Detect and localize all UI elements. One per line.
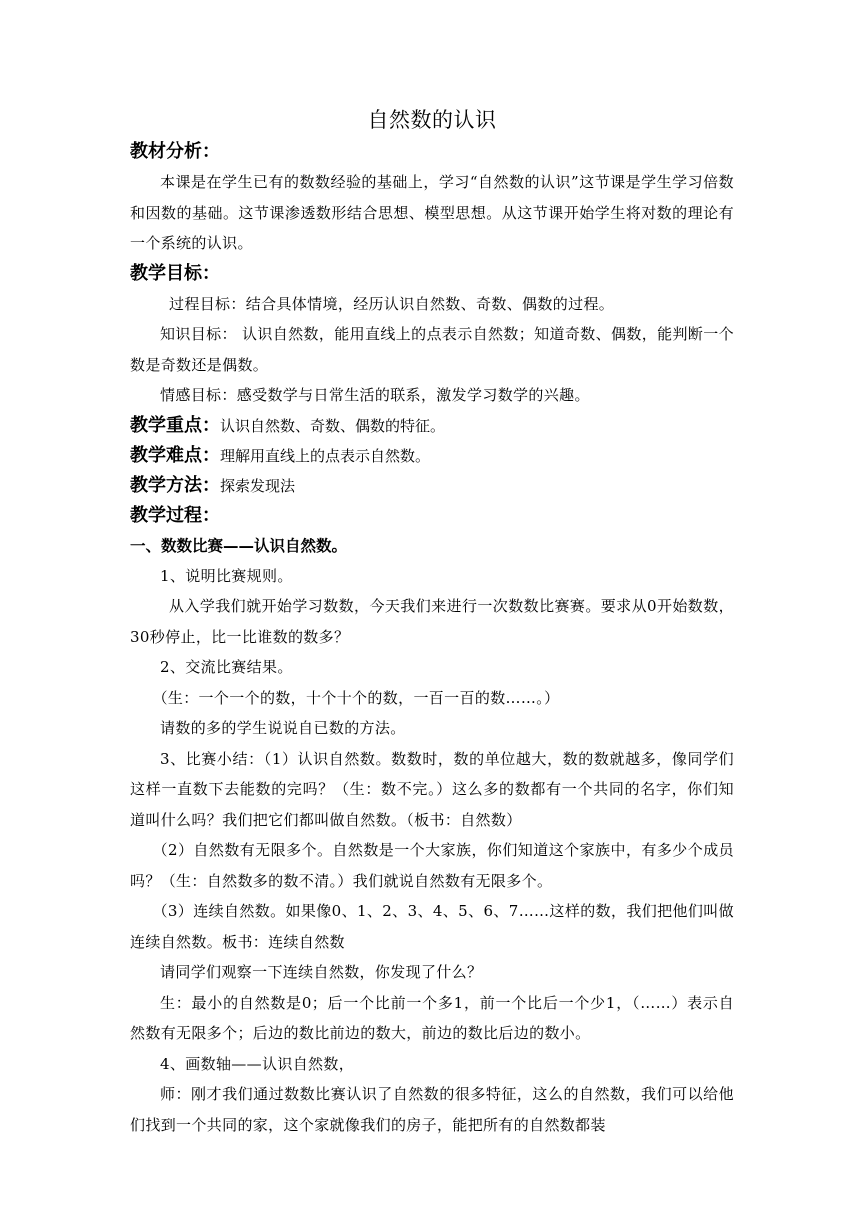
paragraph: 师：刚才我们通过数数比赛认识了自然数的很多特征，这么的自然数，我们可以给他们找到一个共同的家，这个家就像我们的房子，能把所有的自然数都装: [130, 1085, 734, 1134]
paragraph: 请同学们观察一下连续自然数，你发现了什么？: [160, 963, 483, 981]
method-text: 探索发现法: [220, 476, 296, 495]
paragraph: 请数的多的学生说说自已数的方法。: [160, 719, 406, 737]
paragraph: 从入学我们就开始学习数数，今天我们来进行一次数数比赛赛。要求从0开始数数，30秒停止，比一比谁数的数多？: [130, 597, 734, 646]
key-text: 认识自然数、奇数、偶数的特征。: [220, 416, 446, 435]
difficulty-row: [130, 441, 734, 471]
paragraph: 4、画数轴——认识自然数，: [160, 1054, 355, 1073]
paragraph: 生：最小的自然数是0；后一个比前一个多1，前一个比后一个少1，（……）表示自然数有无限多个；后边的数比前边的数大，前边的数比后边的数小。: [130, 993, 734, 1042]
key-heading: 教学重点：: [130, 414, 220, 436]
paragraph: （3）连续自然数。如果像0、1、2、3、4、5、6、7……这样的数，我们把他们叫做连续自然数。板书：连续自然数: [130, 902, 734, 951]
goals-heading: 教学目标：: [130, 262, 220, 284]
difficulty-heading: 教学难点：: [130, 444, 220, 466]
key-points-row: [130, 411, 734, 441]
document-body: [130, 100, 734, 1140]
process-heading: 教学过程：: [130, 504, 220, 526]
analysis-heading: 教材分析：: [130, 141, 220, 162]
paragraph: 1、说明比赛规则。: [160, 566, 293, 585]
analysis-text: 本课是在学生已有的数数经验的基础上，学习“自然数的认识”这节课是学生学习倍数和因数的基础。这节课渗透数形结合思想、模型思想。从这节课开始学生将对数的理论有一个系统的认识。: [130, 173, 734, 252]
paragraph: 3、比赛小结：（1）认识自然数。数数时，数的单位越大，数的数就越多，像同学们这样一直数下去能数的完吗？（生：数不完。）这么多的数都有一个共同的名字，你们知道叫什么吗？我们把它们都叫做自然数。（板书：自然数）: [130, 749, 734, 829]
page-title: 自然数的认识: [367, 108, 497, 132]
goal-knowledge: 知识目标： 认识自然数，能用直线上的点表示自然数；知道奇数、偶数，能判断一个数是奇数还是偶数。: [130, 325, 734, 374]
goal-process: 过程目标：结合具体情境，经历认识自然数、奇数、偶数的过程。: [169, 294, 615, 313]
section-1-heading: 一、数数比赛——认识自然数。: [130, 536, 348, 555]
paragraph: （2）自然数有无限多个。自然数是一个大家族，你们知道这个家族中，有多少个成员吗？（生：自然数多的数不清。）我们就说自然数有无限多个。: [130, 841, 734, 890]
method-heading: 教学方法：: [130, 474, 220, 496]
paragraph: 2、交流比赛结果。: [160, 658, 293, 676]
paragraph: （生：一个一个的数，十个十个的数，一百一百的数……。）: [152, 688, 560, 707]
difficulty-text: 理解用直线上的点表示自然数。: [220, 446, 431, 465]
goal-emotion: 情感目标：感受数学与日常生活的联系，激发学习数学的兴趣。: [160, 386, 590, 404]
method-row: [130, 471, 734, 501]
